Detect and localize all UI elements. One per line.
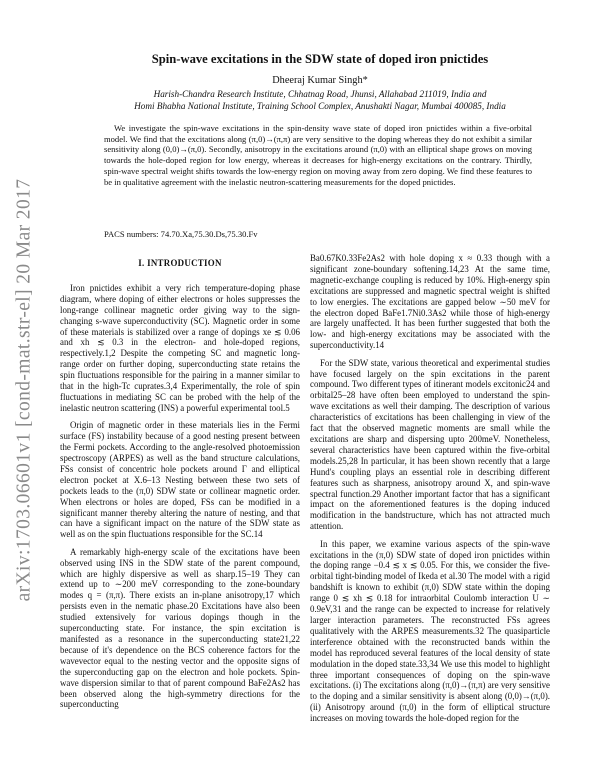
intro-paragraph-3-continued: Ba0.67K0.33Fe2As2 with hole doping x ≈ 0.33 though with a significant zone-boundary softening.14,23 At the same time, magnetic-exchange coupling is reduced by 10%. High-energy spin excitations are suppressed and magnetic spectral weight is shifted to low energies. The excitations are gapped below ∼50 meV for the electron doped BaFe1.7Ni0.3As2 while those of high-energy are largely unaffected. It has been further suggested that both the low- and high-energy excitations may be associated with the superconductivity.14 — [310, 253, 550, 351]
section-heading: I. INTRODUCTION — [138, 258, 222, 268]
arxiv-identifier-stamp — [4, 180, 44, 600]
left-column — [60, 258, 300, 717]
right-column — [310, 253, 550, 731]
intro-paragraph-1: Iron pnictides exhibit a very rich temperature-doping phase diagram, where doping of either electrons or holes suppresses the long-range collinear magnetic order giving way to the sign-changing s-wave superconductivity (SC). Magnetic order in some of these materials is stabilized over a range of dopings xe ≲ 0.06 and xh ≲ 0.3 in the electron- and hole-doped regions, respectively.1,2 Despite the competing SC and magnetic long-range order on further doping, superconducting state retains the spin fluctuations responsible for the pairing in a manner similar to that in the high-Tc cuprates.3,4 Experimentally, the role of spin fluctuations in mediating SC can be probed with the help of the inelastic neutron scattering (INS) a powerful experimental tool.5 — [60, 282, 300, 413]
author-affiliation-1: Harish-Chandra Research Institute, Chhatnag Road, Jhunsi, Allahabad 211019, India and — [153, 89, 487, 99]
paper-author: Dheeraj Kumar Singh* — [272, 75, 368, 86]
intro-paragraph-2: Origin of magnetic order in these materials lies in the Fermi surface (FS) instability because of a good nesting present between the Fermi pockets. According to the angle-resolved photoemission spectroscopy (ARPES) as well as the band structure calculations, FSs consist of concentric hole pockets around Γ and elliptical electron pocket at X.6–13 Nesting between these two sets of pockets leads to the (π,0) SDW state or collinear magnetic order. When electrons or holes are doped, FSs can be modified in a significant manner thereby altering the nature of nesting, and that can have a significant impact on the nature of the SDW state as well as on the spin fluctuations responsible for the SC.14 — [60, 420, 300, 540]
abstract: We investigate the spin-wave excitations in the spin-density wave state of doped iron pnictides within a five-orbital model. We find that the excitations along (π,0)→(π,π) are very sensitive to the doping whereas they do not exhibit a similar sensitivity along (0,0)→(π,0). Secondly, anisotropy in the excitations around (π,0) with an elliptical shape grows on moving towards the hole-doped region for low energy, whereas it decreases for high-energy excitations on the contrary. Thirdly, spin-wave spectral weight shifts towards the low-energy region on moving away from zero doping. We find these features to be in qualitative agreement with the inelastic neutron-scattering measurements for the doped pnictides. — [104, 123, 532, 187]
author-affiliation-2: Homi Bhabha National Institute, Training School Complex, Anushakti Nagar, Mumbai 400085, India — [134, 101, 506, 111]
intro-paragraph-3: A remarkably high-energy scale of the excitations have been observed using INS in the SDW state of the parent compound, which are highly dispersive as well as sharp.15–19 They can extend up to ∼200 meV corresponding to the zone-boundary modes q = (π,π). There exists an in-plane anisotropy,17 which persists even in the nematic phase.20 Excitations have also been studied extensively for various dopings though in the superconducting state. For instance, the spin excitation is manifested as a resonance in the superconducting state21,22 because of it's dependence on the BCS coherence factors for the wavevector equal to the nesting vector and the opposite signs of the superconducting gap on the electron and hole pockets. Spin-wave dispersion similar to that of parent compound BaFe2As2 has been observed along the high-symmetry directions for the superconducting — [60, 546, 300, 710]
pacs-numbers: PACS numbers: 74.70.Xa,75.30.Ds,75.30.Fv — [104, 229, 258, 239]
paper-title: Spin-wave excitations in the SDW state of doped iron pnictides — [151, 52, 489, 66]
intro-paragraph-4: For the SDW state, various theoretical and experimental studies have focused largely on the spin excitations in the parent compound. Two different types of itinerant models excitonic24 and orbital25–28 have often been employed to understand the spin-wave excitations as well their damping. The description of various characteristics of excitations has been challenging in view of the fact that the observed magnetic moments are small while the excitations are sharp and dispersing upto 200meV. Nonetheless, several characteristics have been captured within the five-orbital models.25,28 In particular, it has been shown recently that a large Hund's coupling plays an essential role in describing different features such as sharpness, anisotropy around X, and spin-wave spectral function.29 Another important factor that has a significant impact on the aforementioned features is the doping induced modification in the bandstructure, which has not attracted much attention. — [310, 357, 550, 532]
intro-paragraph-5: In this paper, we examine various aspects of the spin-wave excitations in the (π,0) SDW state of doped iron pnictides within the doping range −0.4 ≲ x ≲ 0.05. For this, we consider the five-orbital tight-binding model of Ikeda et al.30 The model with a rigid bandshift is known to exhibit (π,0) SDW state within the doping range 0 ≲ xh ≲ 0.18 for intraorbital Coulomb interaction U ∼ 0.9eV,31 and the range can be expected to increase for relatively larger interaction parameters. The reconstructed FSs agrees qualitatively with the ARPES measurements.32 The quasiparticle interference obtained with the reconstructed bands within the model has reproduced several features of the local density of state modulation in the doped state.33,34 We use this model to highlight three important consequences of doping on the spin-wave excitations. (i) The excitations along (π,0)→(π,π) are very sensitive to the doping and a similar sensitivity is absent along (0,0)→(π,0). (ii) Anisotropy around (π,0) in the form of elliptical structure increases on moving towards the hole-doped region for the — [310, 538, 550, 724]
arxiv-identifier-text: arXiv:1703.06601v1 [cond-mat.str-el] 20 Mar 2017 — [13, 178, 34, 602]
